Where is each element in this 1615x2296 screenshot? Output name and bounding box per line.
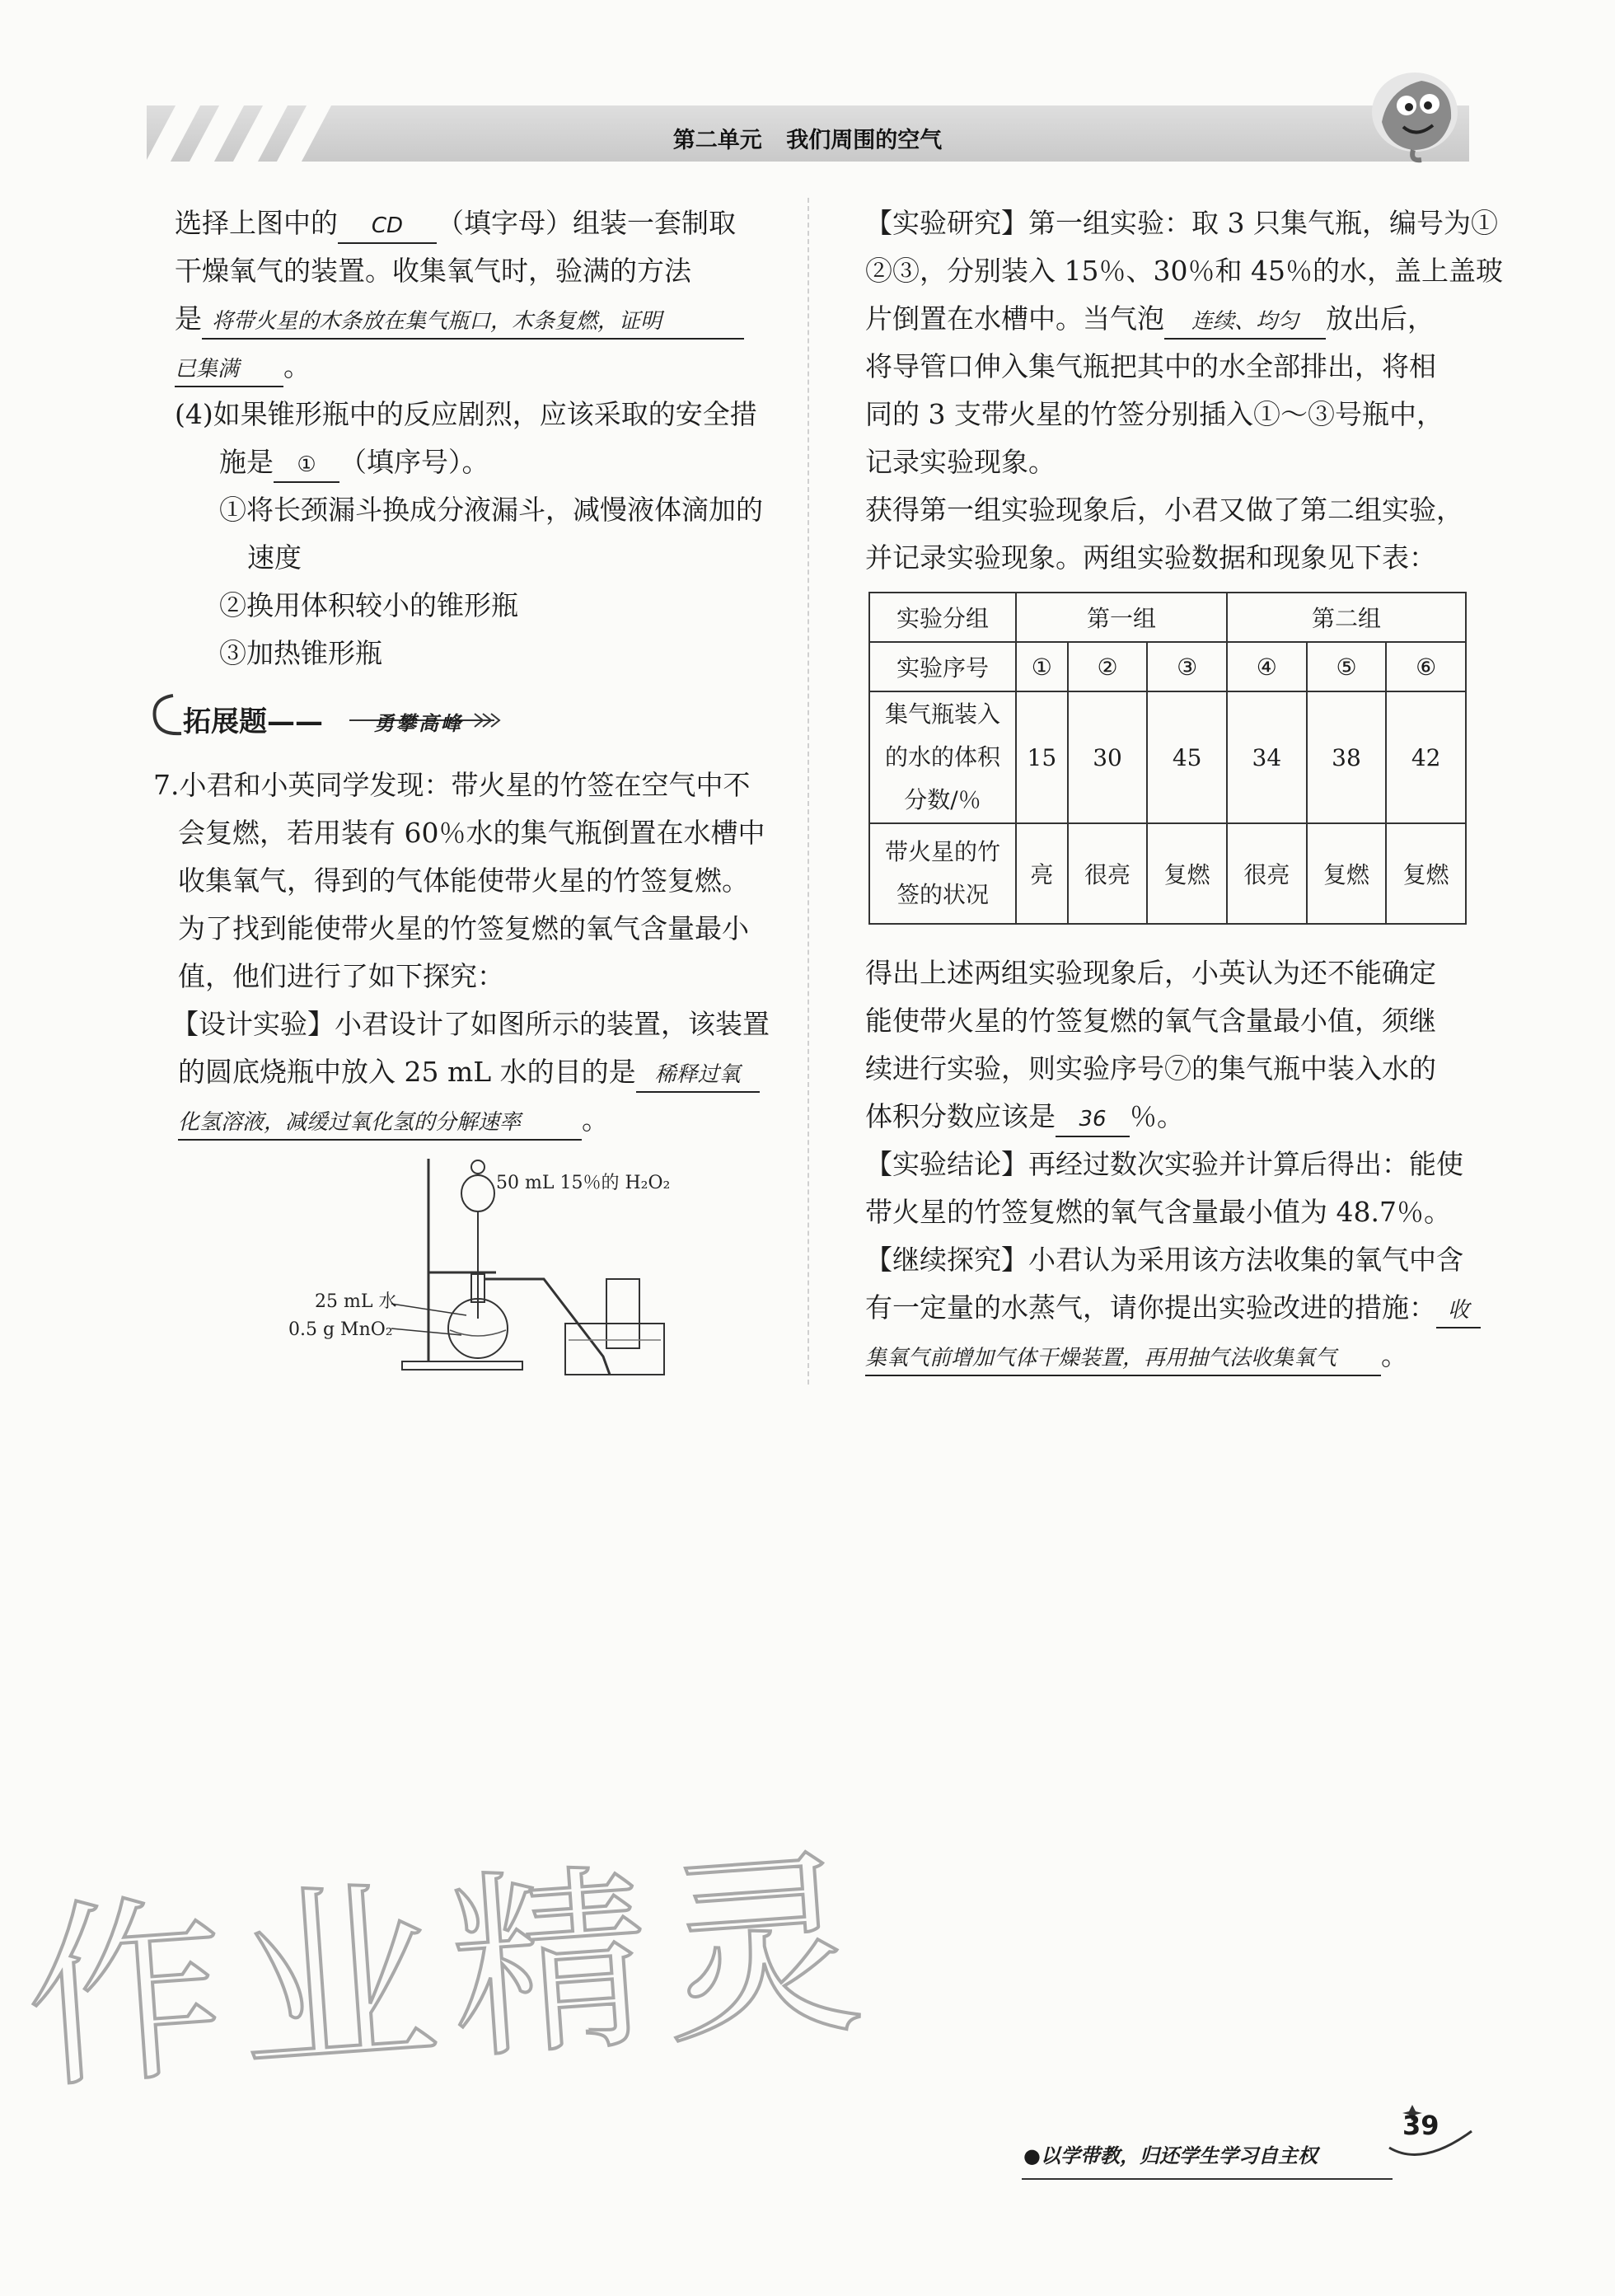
table-cell: 复燃 (1386, 823, 1466, 924)
question-7 (153, 761, 770, 1144)
text-line: 干燥氧气的装置。收集氧气时，验满的方法 (175, 255, 691, 287)
text-line: 【实验结论】再经过数次实验并计算后得出：能使 (865, 1148, 1463, 1180)
option-2: ②换用体积较小的锥形瓶 (219, 589, 518, 621)
text-line: 选择上图中的 CD （填字母）组装一套制取 (175, 199, 744, 247)
text-line: 化氢溶液，减缓过氧化氢的分解速率 。 (153, 1096, 770, 1144)
text-line: 记录实验现象。 (865, 446, 1056, 478)
table-cell: 复燃 (1307, 823, 1387, 924)
table-row (869, 642, 1466, 691)
text-line: 会复燃，若用装有 60％水的集气瓶倒置在水槽中 (178, 817, 765, 849)
table-cell: 很亮 (1068, 823, 1148, 924)
text-line: 【设计实验】小君设计了如图所示的装置，该装置 (171, 1008, 770, 1040)
label-water: 25 mL 水 (315, 1291, 397, 1312)
data-table (868, 592, 1467, 925)
table-cell: 38 (1307, 691, 1387, 823)
text-line: 续进行实验，则实验序号⑦的集气瓶中装入水的 (865, 1052, 1436, 1085)
answer-blank: 36 (1056, 1103, 1130, 1137)
group-1-header: 第一组 (1016, 593, 1227, 642)
text-line: 【实验研究】第一组实验：取 3 只集气瓶，编号为① (865, 207, 1498, 239)
answer-blank: 将带火星的木条放在集气瓶口，木条复燃，证明 (202, 305, 744, 340)
text-line: 施是 ① （填序号）。 (175, 438, 763, 486)
text-line: 为了找到能使带火星的竹签复燃的氧气含量最小 (178, 912, 749, 944)
column-divider (808, 198, 809, 1385)
table-cell: 45 (1147, 691, 1227, 823)
table-row (869, 691, 1466, 823)
text-line: 带火星的竹签复燃的氧气含量最小值为 48.7％。 (865, 1196, 1451, 1228)
option-3: ③加热锥形瓶 (219, 637, 382, 669)
table-cell: ① (1016, 642, 1068, 691)
text-line: 是 将带火星的木条放在集气瓶口，木条复燃，证明 (175, 295, 744, 343)
table-row (869, 823, 1466, 924)
right-column-analysis (865, 949, 1481, 1380)
table-cell: ③ (1147, 642, 1227, 691)
label-mno2: 0.5 g MnO₂ (288, 1319, 393, 1340)
text-line: 7.小君和小英同学发现：带火星的竹签在空气中不 (153, 769, 751, 801)
text-line: 同的 3 支带火星的竹签分别插入①～③号瓶中， (865, 398, 1444, 430)
text-line: 【继续探究】小君认为采用该方法收集的氧气中含 (865, 1244, 1463, 1276)
answer-blank: 已集满 (175, 353, 283, 387)
question-4 (175, 391, 763, 677)
apparatus-figure (280, 1150, 709, 1381)
table-cell: 34 (1227, 691, 1307, 823)
text-line: 体积分数应该是 36 ％。 (865, 1093, 1481, 1141)
answer-blank: 收 (1436, 1294, 1481, 1328)
section-title: 拓展题—— (183, 705, 323, 738)
left-column-continuation (175, 199, 744, 391)
answer-blank: 连续、均匀 (1164, 305, 1326, 340)
table-cell: 42 (1386, 691, 1466, 823)
footer-slogan: ●以学带教，归还学生学习自主权 (1023, 2144, 1318, 2167)
section-subtitle: 勇攀高峰 (374, 712, 463, 735)
footer-rule (1022, 2178, 1393, 2180)
table-cell: 亮 (1016, 823, 1068, 924)
text-line: 并记录实验现象。两组实验数据和现象见下表： (865, 541, 1436, 574)
table-cell: 复燃 (1147, 823, 1227, 924)
text-line: 已集满 。 (175, 343, 744, 391)
table-cell: 很亮 (1227, 823, 1307, 924)
table-cell: 30 (1068, 691, 1148, 823)
right-column-text (865, 199, 1503, 582)
table-header: 带火星的竹 签的状况 (869, 823, 1016, 924)
mascot-icon (1364, 64, 1471, 163)
label-h2o2: 50 mL 15％的 H₂O₂ (496, 1173, 671, 1193)
table-header: 集气瓶装入 的水的体积 分数/％ (869, 691, 1016, 823)
group-2-header: 第二组 (1227, 593, 1466, 642)
table-cell: ⑤ (1307, 642, 1387, 691)
text-line: 收集氧气，得到的气体能使带火星的竹签复燃。 (178, 865, 749, 897)
text-line: 片倒置在水槽中。当气泡 连续、均匀 放出后， (865, 295, 1503, 343)
table-row (869, 593, 1466, 642)
answer-blank: 化氢溶液，减缓过氧化氢的分解速率 (178, 1106, 582, 1141)
text-line: 将导管口伸入集气瓶把其中的水全部排出，将相 (865, 350, 1436, 382)
table-cell: ② (1068, 642, 1148, 691)
text-line: 的圆底烧瓶中放入 25 mL 水的目的是 稀释过氧 (153, 1048, 770, 1096)
text-line: 值，他们进行了如下探究： (178, 960, 504, 992)
text-line: 能使带火星的竹签复燃的氧气含量最小值，须继 (865, 1005, 1436, 1037)
watermark: 作业精灵 (18, 1827, 883, 2117)
table-cell: ⑥ (1386, 642, 1466, 691)
text-line: (4)如果锥形瓶中的反应剧烈，应该采取的安全措 (175, 398, 757, 430)
answer-blank: 稀释过氧 (636, 1058, 760, 1093)
table-cell: ④ (1227, 642, 1307, 691)
text-line: 有一定量的水蒸气，请你提出实验改进的措施： 收 (865, 1284, 1481, 1332)
text-line: ②③，分别装入 15％、30％和 45％的水，盖上盖玻 (865, 255, 1503, 287)
answer-blank: 集氧气前增加气体干燥装置，再用抽气法收集氧气 (865, 1342, 1381, 1376)
table-cell: 15 (1016, 691, 1068, 823)
page-number: 39 (1402, 2110, 1439, 2141)
answer-blank: CD (338, 209, 437, 244)
unit-title: 我们周围的空气 (786, 128, 943, 153)
option-1-cont: 速度 (247, 541, 302, 574)
text-line: 得出上述两组实验现象后，小英认为还不能确定 (865, 957, 1436, 989)
text-line: 集氧气前增加气体干燥装置，再用抽气法收集氧气 。 (865, 1332, 1481, 1380)
option-1: ①将长颈漏斗换成分液漏斗，减慢液体滴加的 (219, 494, 763, 526)
unit-label: 第二单元 (672, 128, 762, 153)
table-header: 实验序号 (869, 642, 1016, 691)
text-line: 获得第一组实验现象后，小君又做了第二组实验， (865, 494, 1463, 526)
answer-blank: ① (274, 448, 339, 483)
table-header: 实验分组 (869, 593, 1016, 642)
